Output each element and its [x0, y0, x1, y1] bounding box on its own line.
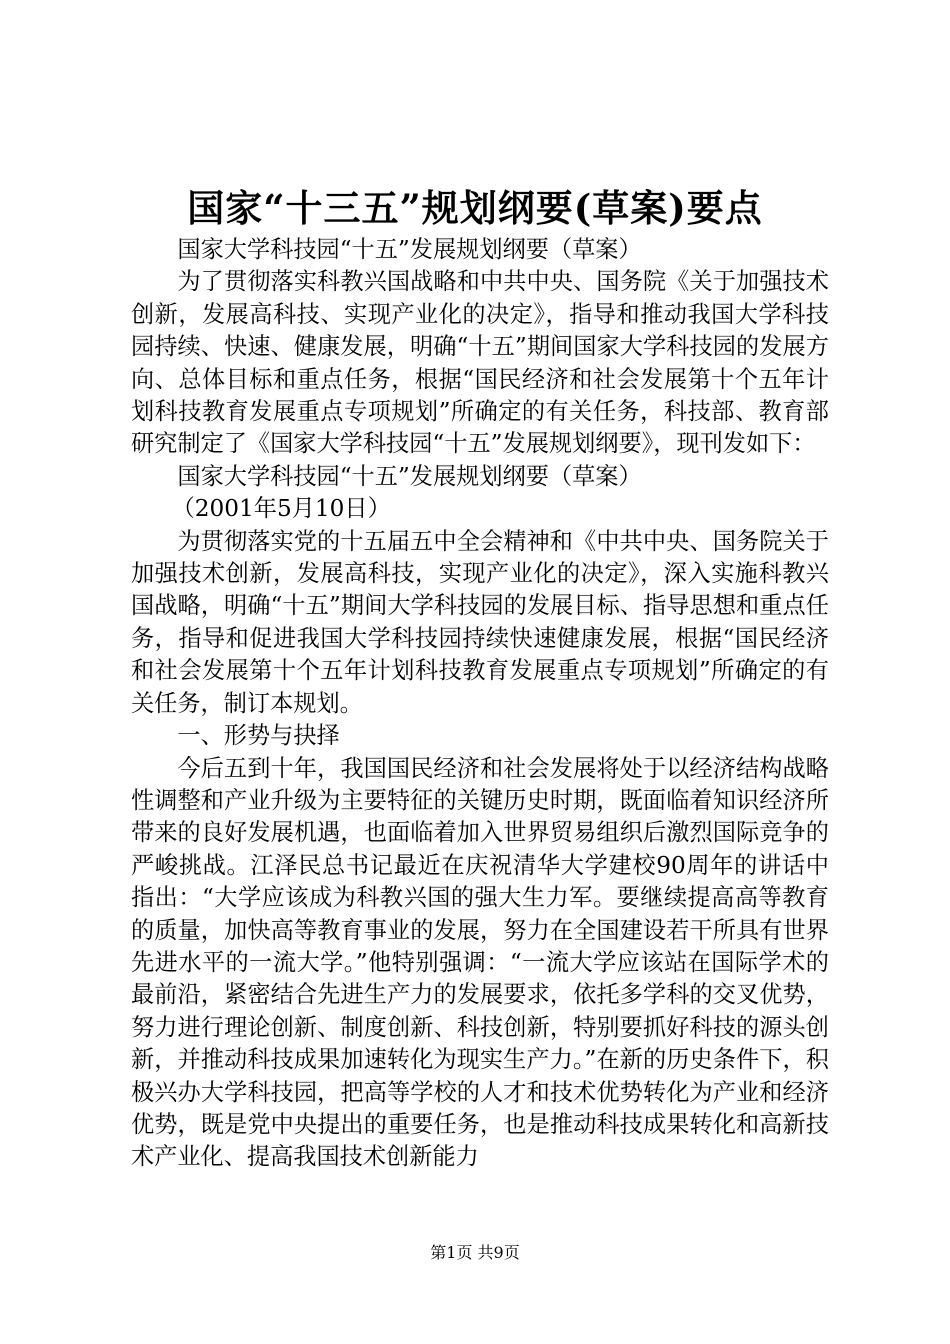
paragraph-situation: 今后五到十年，我国国民经济和社会发展将处于以经济结构战略性调整和产业升级为主要特征的关键历史时期，既面临着知识经济所带来的良好发展机遇，也面临着加入世界贸易组织后激烈国际竞争的严峻挑战。江泽民总书记最近在庆祝清华大学建校90周年的讲话中指出：“大学应该成为科教兴国的强大生力军。要继续提高高等教育的质量，加快高等教育事业的发展，努力在全国建设若干所具有世界先进水平的一流大学。”他特别强调：“一流大学应该站在国际学术的最前沿，紧密结合先进生产力的发展要求，依托多学科的交叉优势，努力进行理论创新、制度创新、科技创新，特别要抓好科技的源头创新，并推动科技成果加速转化为现实生产力。”在新的历史条件下，积极兴办大学科技园，把高等学校的人才和技术优势转化为产业和经济优势，既是党中央提出的重要任务，也是推动科技成果转化和高新技术产业化、提高我国技术创新能力: [131, 754, 829, 1171]
paragraph-purpose: 为贯彻落实党的十五届五中全会精神和《中共中央、国务院关于加强技术创新，发展高科技，实现产业化的决定》，深入实施科教兴国战略，明确“十五”期间大学科技园的发展目标、指导思想和重点任务，指导和促进我国大学科技园持续快速健康发展，根据“国民经济和社会发展第十个五年计划科技教育发展重点专项规划”所确定的有关任务，制订本规划。: [131, 527, 829, 717]
paragraph-heading: 国家大学科技园“十五”发展规划纲要（草案）: [177, 462, 642, 490]
section-heading: 一、形势与抉择: [177, 722, 340, 750]
document-body: [131, 234, 829, 1174]
page-footer: 第1页 共9页: [430, 1243, 520, 1262]
paragraph-intro: 为了贯彻落实科教兴国战略和中共中央、国务院《关于加强技术创新，发展高科技、实现产业化的决定》，指导和推动我国大学科技园持续、快速、健康发展，明确“十五”期间国家大学科技园的发展方向、总体目标和重点任务，根据“国民经济和社会发展第十个五年计划科技教育发展重点专项规划”所确定的有关任务，科技部、教育部研究制定了《国家大学科技园“十五”发展规划纲要》，现刊发如下：: [131, 268, 829, 458]
paragraph-date: （2001年5月10日）: [171, 495, 391, 523]
document-title: 国家“十三五”规划纲要(草案)要点: [187, 186, 763, 230]
paragraph-subtitle: 国家大学科技园“十五”发展规划纲要（草案）: [177, 236, 642, 263]
